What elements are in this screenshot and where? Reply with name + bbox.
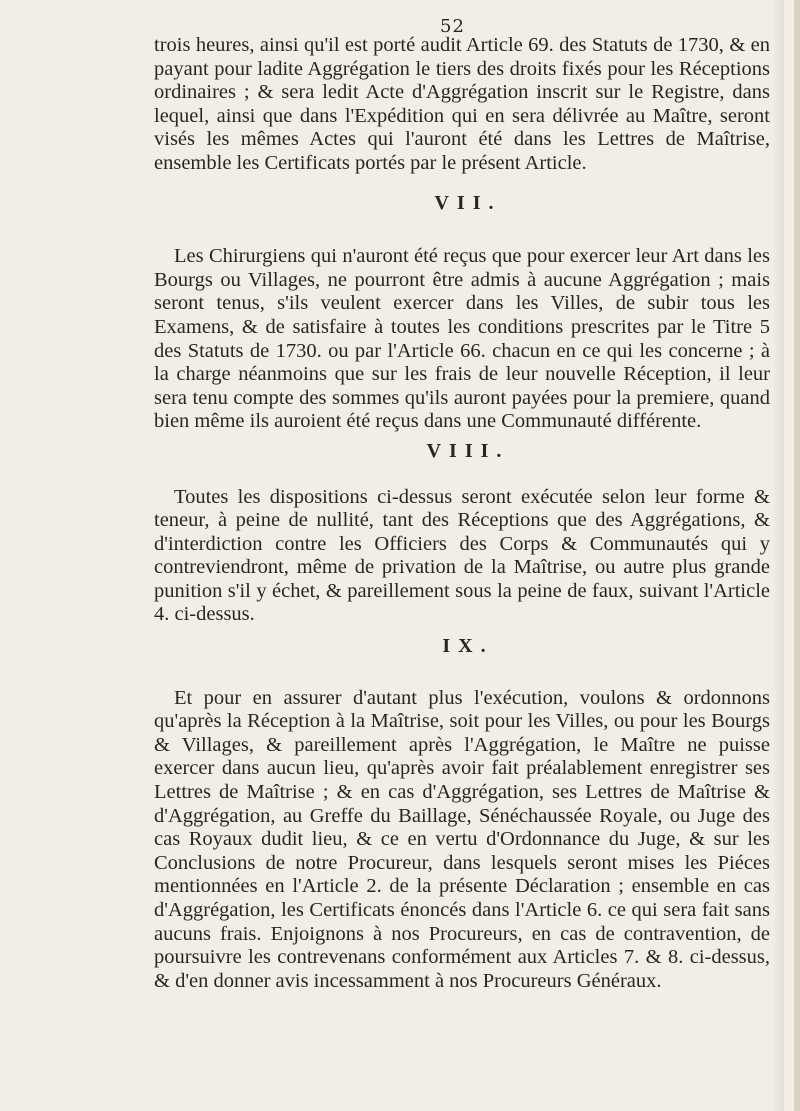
paragraph-article-vii: Les Chirurgiens qui n'auront été reçus que pour exercer leur Art dans les Bourgs ou Villages, ne pourront être admis à aucune Aggrégation ; mais seront tenus, s'ils veulent exercer dans les Villes, de subir tous les Examens, & de satisfaire à toutes les conditions prescrites par le Titre 5 des Statuts de 1730. ou par l'Article 66. chacun en ce qui les concerne ; à la charge néanmoins que sur les frais de leur nouvelle Réception, il leur sera tenu compte des sommes qu'ils auront payées pour la premiere, quand bien même ils auroient été reçus dans une Communauté différente. <box>154 245 770 433</box>
paragraph-article-vi-continuation: trois heures, ainsi qu'il est porté audit Article 69. des Statuts de 1730, & en payant pour ladite Aggrégation le tiers des droits fixés pour les Réceptions ordinaires ; & sera ledit Acte d'Aggrégation inscrit sur le Registre, dans lequel, ainsi que dans l'Expédition qui en sera délivrée au Maître, seront visés les mêmes Actes qui l'auront été dans les Lettres de Maîtrise, ensemble les Certificats portés par le présent Article. <box>154 34 770 174</box>
page-number: 52 <box>440 16 465 37</box>
paragraph-article-viii: Toutes les dispositions ci-dessus seront exécutée selon leur forme & teneur, à peine de nullité, tant des Réceptions que des Aggrégations, & d'interdiction contre les Officiers des Corps & Communautés qui y contreviendront, même de privation de la Maîtrise, ou autre plus grande punition s'il y échet, & pareillement sous la peine de faux, suivant l'Article 4. ci-dessus. <box>154 485 770 626</box>
article-heading-vii: VII. <box>434 191 502 214</box>
page-edge-shadow <box>772 0 784 1111</box>
paragraph-article-ix: Et pour en assurer d'autant plus l'exécution, voulons & ordonnons qu'après la Réception à la Maîtrise, soit pour les Villes, ou pour les Bourgs & Villages, & pareillement après l'Aggrégation, le Maître ne puisse exercer dans aucun lieu, qu'après avoir fait préalablement enregistrer ses Lettres de Maîtrise ; & en cas d'Aggrégation, ses Lettres de Maîtrise & d'Aggrégation, au Greffe du Baillage, Sénéchaussée Royale, ou Juge des cas Royaux dudit lieu, & ce en vertu d'Ordonnance du Juge, & sur les Conclusions de notre Procureur, dans lesquels seront mises les Piéces mentionnées en l'Article 2. de la présente Déclaration ; ensemble en cas d'Aggrégation, les Certificats énoncés dans l'Article 6. ce qui sera fait sans aucuns frais. Enjoignons à nos Procureurs, en cas de contravention, de poursuivre les contrevenans conformément aux Articles 7. & 8. ci-dessus, & d'en donner avis incessamment à nos Procureurs Généraux. <box>154 686 770 992</box>
article-heading-viii: VIII. <box>426 439 510 462</box>
article-heading-ix: IX. <box>442 635 494 658</box>
page-body <box>154 34 770 993</box>
